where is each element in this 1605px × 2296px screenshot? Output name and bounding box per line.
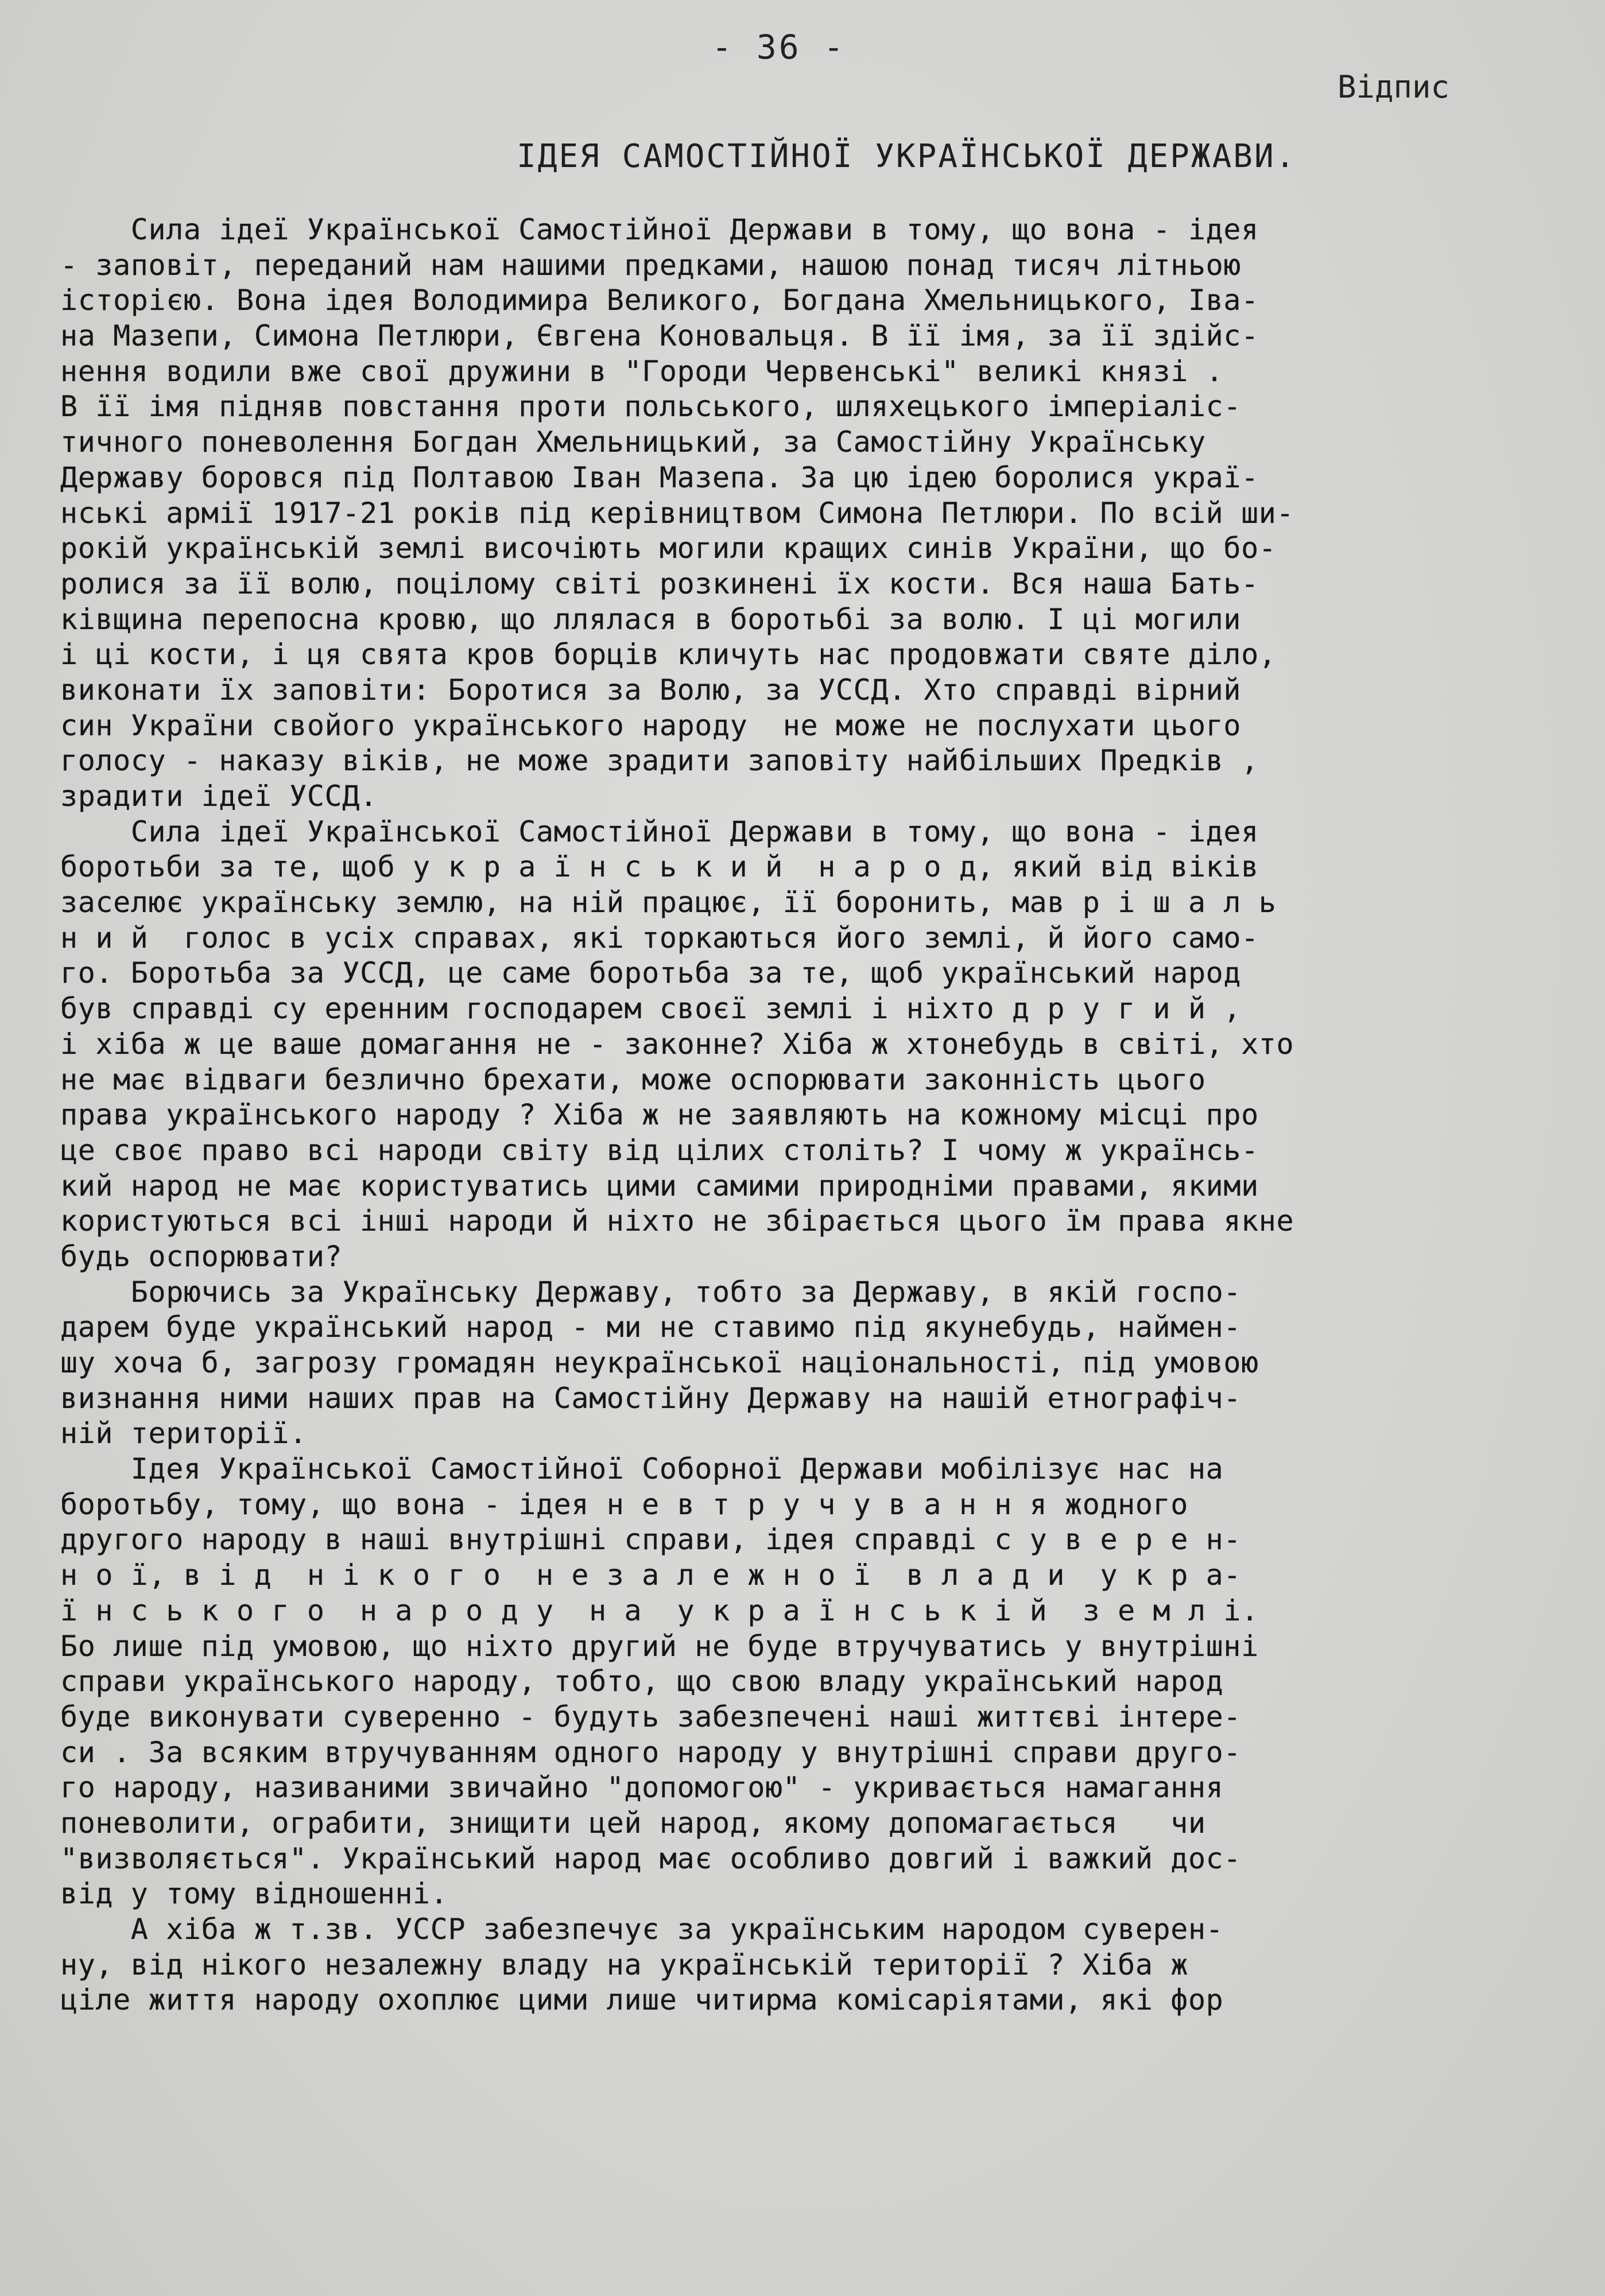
text-line: го. Боротьба за УССД, це саме боротьба за те, щоб український народ <box>60 956 1242 990</box>
text-line: не має відваги безлично брехати, може оспорювати законність цього <box>60 1062 1206 1096</box>
text-line: ківщина перепосна кровю, що ллялася в боротьбі за волю. І ці могили <box>60 602 1242 636</box>
text-line: ї н с ь к о г о н а р о д у н а у к р а ї н с ь к і й з е м л і. <box>60 1593 1259 1627</box>
text-line: боротьбу, тому, що вона - ідея н е в т р у ч у в а н н я жодного <box>60 1487 1188 1521</box>
text-line: ну, від нікого незалежну владу на українській території ? Хіба ж <box>60 1948 1188 1981</box>
text-line: історією. Вона ідея Володимира Великого, Богдана Хмельницького, Іва- <box>60 284 1259 317</box>
text-line: ній території. <box>60 1417 307 1450</box>
text-line: тичного поневолення Богдан Хмельницький, за Самостійну Українську <box>60 425 1206 459</box>
text-line: нські армії 1917-21 років під керівництвом Симона Петлюри. По всій ши- <box>60 496 1294 530</box>
text-line: і ці кости, і ця свята кров борців кличуть нас продовжати святе діло, <box>60 638 1277 672</box>
text-line: - заповіт, переданий нам нашими предками, нашою понад тисяч літньою <box>60 248 1242 282</box>
text-line: дарем буде український народ - ми не ставимо під якунебудь, наймен- <box>60 1310 1242 1344</box>
text-line: си . За всяким втручуванням одного народу у внутрішні справи друго- <box>60 1735 1242 1769</box>
text-line: буде виконувати суверенно - будуть забезпечені наші життєві інтере- <box>60 1700 1242 1733</box>
text-line: Сила ідеї Української Самостійної Держави в тому, що вона - ідея <box>60 815 1259 848</box>
text-line: Ідея Української Самостійної Соборної Держави мобілізує нас на <box>60 1452 1224 1486</box>
text-line: Сила ідеї Української Самостійної Держави в тому, що вона - ідея <box>60 213 1259 246</box>
text-line: ціле життя народу охоплює цими лише читирма комісаріятами, які фор <box>60 1983 1224 2017</box>
text-line: н о ї, в і д н і к о г о н е з а л е ж н о ї в л а д и у к р а- <box>60 1558 1242 1592</box>
text-line: справи українського народу, тобто, що свою владу український народ <box>60 1665 1224 1698</box>
text-line: голосу - наказу віків, не може зрадити заповіту найбільших Предків , <box>60 744 1259 778</box>
text-line: ролися за її волю, поцілому світі розкинені їх кости. Вся наша Бать- <box>60 567 1259 600</box>
text-line: і хіба ж це ваше домагання не - законне? Хіба ж хтонебудь в світі, хто <box>60 1027 1294 1061</box>
text-line: заселює українську землю, на ній працює, її боронить, мав р і ш а л ь <box>60 886 1277 920</box>
document-title: ІДЕЯ САМОСТІЙНОЇ УКРАЇНСЬКОЇ ДЕРЖАВИ. <box>517 138 1297 175</box>
text-line: шу хоча б, загрозу громадян неукраїнської національності, під умовою <box>60 1346 1259 1379</box>
text-line: рокій українській землі височіють могили кращих синів України, що бо- <box>60 532 1277 565</box>
text-line: виконати їх заповіти: Боротися за Волю, за УССД. Хто справді вірний <box>60 673 1242 707</box>
text-line: Державу боровся під Полтавою Іван Мазепа. За цю ідею боролися украї- <box>60 460 1259 494</box>
text-line: користуються всі інші народи й ніхто не збірається цього їм права якне <box>60 1204 1294 1238</box>
text-line: на Мазепи, Симона Петлюри, Євгена Коновальця. В її імя, за її здійс- <box>60 319 1259 353</box>
text-line: зрадити ідеї УССД. <box>60 779 378 813</box>
text-line: н и й голос в усіх справах, які торкаються його землі, й його само- <box>60 921 1259 955</box>
text-line: син України свойого українського народу не може не послухати цього <box>60 708 1242 742</box>
text-line: нення водили вже свої дружини в "Городи Червенські" великі князі . <box>60 354 1224 388</box>
text-line: В її імя підняв повстання проти польського, шляхецького імперіаліс- <box>60 390 1242 424</box>
body-text <box>60 212 1553 2018</box>
text-line: го народу, називаними звичайно "допомогою" - укривається намагання <box>60 1771 1224 1805</box>
text-line: будь оспорювати? <box>60 1239 343 1273</box>
corner-note: Відпис <box>1338 69 1450 105</box>
text-line: визнання ними наших прав на Самостійну Державу на нашій етнографіч- <box>60 1381 1242 1415</box>
text-line: від у тому відношенні. <box>60 1877 448 1911</box>
text-line: Борючись за Українську Державу, тобто за Державу, в якій госпо- <box>60 1275 1242 1309</box>
text-line: боротьби за те, щоб у к р а ї н с ь к и й н а р о д, який від віків <box>60 850 1259 884</box>
text-line: Бо лише під умовою, що ніхто другий не буде втручуватись у внутрішні <box>60 1629 1259 1663</box>
text-line: був справді су еренним господарем своєї землі і ніхто д р у г и й , <box>60 992 1242 1026</box>
text-line: поневолити, ограбити, знищити цей народ, якому допомагається чи <box>60 1806 1206 1840</box>
text-line: другого народу в наші внутрішні справи, ідея справді с у в е р е н- <box>60 1523 1242 1557</box>
text-line: кий народ не має користуватись цими самими природніми правами, якими <box>60 1169 1259 1203</box>
text-line: А хіба ж т.зв. УССР забезпечує за українським народом суверен- <box>60 1913 1224 1946</box>
page-number: - 36 - <box>712 28 846 67</box>
text-line: права українського народу ? Хіба ж не заявляють на кожному місці про <box>60 1098 1259 1132</box>
text-line: це своє право всі народи світу від цілих століть? І чому ж українсь- <box>60 1133 1259 1167</box>
text-line: "визволяється". Український народ має особливо довгий і важкий дос- <box>60 1841 1242 1875</box>
